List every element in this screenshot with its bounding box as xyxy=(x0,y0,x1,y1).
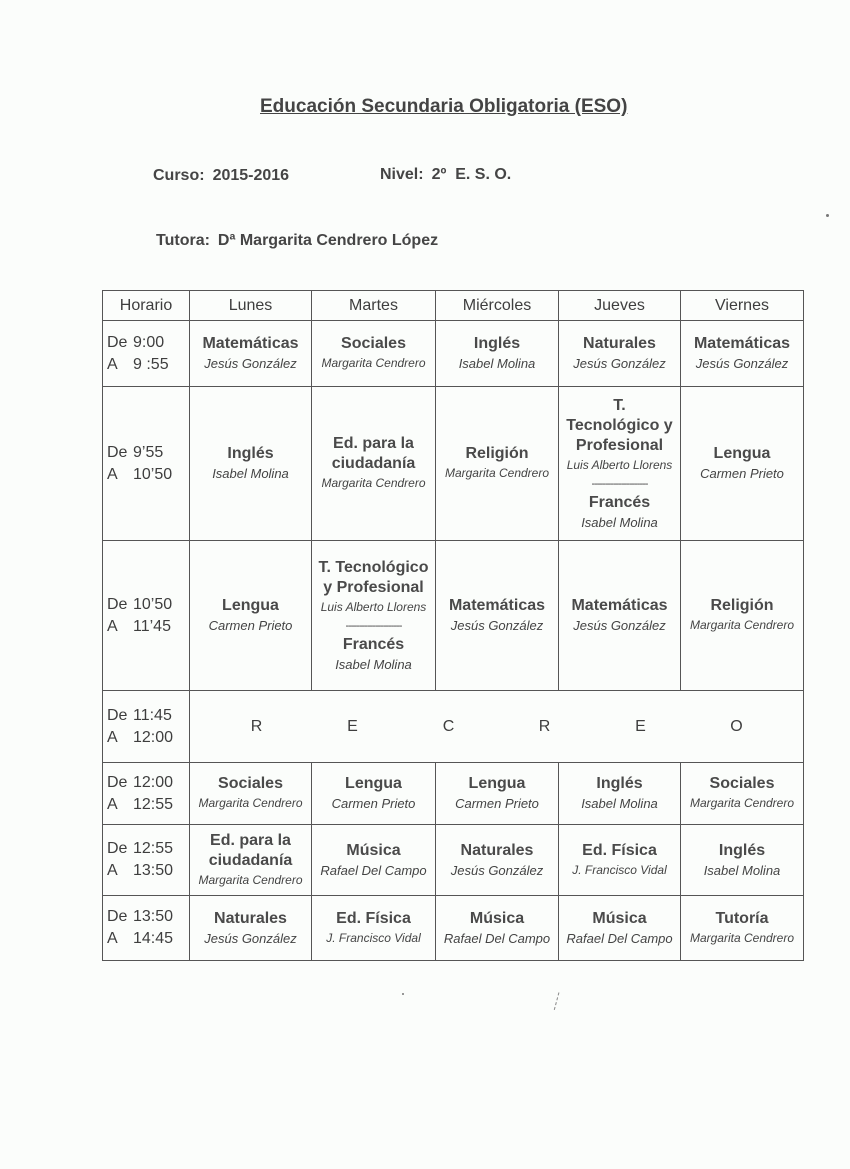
teacher: Jesús González xyxy=(204,930,297,946)
subject: Inglés xyxy=(473,335,521,352)
nivel-label: Nivel: xyxy=(380,166,424,183)
from-time: 13:50 xyxy=(133,908,174,925)
pen-mark xyxy=(554,992,565,1011)
timetable xyxy=(102,290,804,961)
subject: Matemáticas xyxy=(448,597,546,614)
class-cell xyxy=(559,541,681,691)
class-cell xyxy=(436,387,559,541)
teacher: Rafael Del Campo xyxy=(320,862,427,878)
teacher: Carmen Prieto xyxy=(455,796,539,811)
teacher: Carmen Prieto xyxy=(331,796,416,811)
class-cell xyxy=(312,321,436,387)
to-label: A xyxy=(107,862,118,879)
teacher: Jesús González xyxy=(450,618,544,633)
header-miercoles: Miércoles xyxy=(436,291,559,321)
subject: T. Tecnológico y Profesional xyxy=(566,396,673,454)
subject: Religión xyxy=(465,445,529,462)
subject: Matemáticas xyxy=(693,335,791,352)
tutora-label: Tutora: xyxy=(156,232,210,249)
class-cell xyxy=(436,541,559,691)
class-cell xyxy=(190,321,312,387)
teacher: Jesús González xyxy=(695,356,789,371)
teacher: Margarita Cendrero xyxy=(689,930,795,945)
from-time: 12:55 xyxy=(133,840,174,857)
subject: Naturales xyxy=(583,335,656,352)
to-time: 10’50 xyxy=(133,465,173,483)
time-slot xyxy=(103,763,190,825)
teacher: Margarita Cendrero xyxy=(321,356,426,370)
subject: Lengua xyxy=(468,775,526,792)
nivel-line xyxy=(380,166,511,184)
time-slot xyxy=(103,321,190,387)
to-time: 14:45 xyxy=(133,930,174,947)
tutora-value: Dª Margarita Cendrero López xyxy=(217,232,439,249)
scan-speck xyxy=(826,214,829,217)
scan-speck xyxy=(402,993,404,995)
class-cell xyxy=(436,825,559,896)
recreo-letter: O xyxy=(730,717,743,735)
subject: Sociales xyxy=(341,335,406,352)
subject: Ed. Física xyxy=(582,841,657,859)
class-cell xyxy=(559,321,681,387)
class-cell xyxy=(312,541,436,691)
teacher: Margarita Cendrero xyxy=(689,796,795,810)
subject: Ed. para la ciudadanía xyxy=(208,831,293,869)
to-time: 12:00 xyxy=(133,728,174,746)
teacher: J. Francisco Vidal xyxy=(326,930,421,945)
from-label: De xyxy=(107,840,128,857)
teacher: Jesús González xyxy=(573,356,666,371)
recreo-cell xyxy=(190,691,804,763)
from-label: De xyxy=(107,443,128,461)
curso-line xyxy=(153,167,289,185)
recreo-row xyxy=(103,691,804,763)
option-separator: --------------------- xyxy=(345,619,402,632)
teacher: Margarita Cendrero xyxy=(689,618,795,632)
time-slot xyxy=(103,825,190,896)
subject: Ed. para la ciudadanía xyxy=(331,435,416,472)
alt-teacher: Isabel Molina xyxy=(335,656,412,672)
curso-value: 2015-2016 xyxy=(212,167,290,184)
teacher: Jesús González xyxy=(450,862,544,878)
subject: Religión xyxy=(710,597,774,614)
teacher: Isabel Molina xyxy=(458,356,536,371)
from-label: De xyxy=(107,595,128,613)
header-horario: Horario xyxy=(103,291,190,321)
time-slot xyxy=(103,691,190,763)
from-label: De xyxy=(107,773,128,791)
teacher: J. Francisco Vidal xyxy=(572,862,667,877)
class-cell xyxy=(312,825,436,896)
class-cell xyxy=(681,896,804,961)
subject: Naturales xyxy=(214,909,287,927)
teacher: Isabel Molina xyxy=(581,796,658,811)
to-label: A xyxy=(107,728,118,746)
time-slot xyxy=(103,541,190,691)
from-label: De xyxy=(107,908,128,925)
from-time: 12:00 xyxy=(133,773,174,791)
header-row xyxy=(103,291,804,321)
header-lunes: Lunes xyxy=(190,291,312,321)
teacher: Rafael Del Campo xyxy=(443,930,551,946)
class-cell xyxy=(312,896,436,961)
teacher: Jesús González xyxy=(573,618,666,633)
subject: Matemáticas xyxy=(571,597,668,614)
class-cell xyxy=(190,763,312,825)
class-cell xyxy=(190,896,312,961)
to-label: A xyxy=(107,930,118,947)
subject: Música xyxy=(592,909,647,927)
class-cell xyxy=(681,825,804,896)
class-cell xyxy=(559,825,681,896)
subject: Matemáticas xyxy=(202,335,299,352)
option-separator: --------------------- xyxy=(591,477,648,490)
class-cell xyxy=(190,387,312,541)
class-cell xyxy=(190,541,312,691)
time-slot xyxy=(103,387,190,541)
teacher: Isabel Molina xyxy=(703,862,781,878)
subject: Sociales xyxy=(218,775,283,792)
from-time: 11:45 xyxy=(133,706,172,724)
class-cell xyxy=(559,387,681,541)
subject: Inglés xyxy=(718,841,766,859)
teacher: Margarita Cendrero xyxy=(444,466,550,480)
recreo-letter: E xyxy=(347,717,358,735)
from-time: 9:00 xyxy=(133,333,165,351)
subject: Sociales xyxy=(709,775,775,792)
from-label: De xyxy=(107,706,128,724)
teacher: Jesús González xyxy=(204,356,297,371)
teacher: Margarita Cendrero xyxy=(198,872,303,887)
teacher: Margarita Cendrero xyxy=(321,476,426,490)
to-time: 13:50 xyxy=(133,862,174,879)
teacher: Luis Alberto Llorens xyxy=(320,599,427,614)
subject: Ed. Física xyxy=(336,909,411,927)
teacher: Carmen Prieto xyxy=(700,466,784,481)
nivel-value: 2º E. S. O. xyxy=(431,166,512,183)
subject: Música xyxy=(469,909,525,927)
subject: Tutoría xyxy=(715,909,769,927)
subject: Lengua xyxy=(345,775,402,792)
to-label: A xyxy=(107,617,118,635)
subject: Inglés xyxy=(227,445,274,462)
alt-subject: Francés xyxy=(588,493,651,511)
class-cell xyxy=(312,763,436,825)
class-cell xyxy=(681,387,804,541)
from-label: De xyxy=(107,333,128,351)
to-label: A xyxy=(107,795,118,813)
class-cell xyxy=(312,387,436,541)
subject: Lengua xyxy=(222,597,279,614)
table-row xyxy=(103,825,804,896)
teacher: Isabel Molina xyxy=(212,466,289,481)
time-slot xyxy=(103,896,190,961)
table-row xyxy=(103,541,804,691)
teacher: Luis Alberto Llorens xyxy=(566,457,673,472)
recreo-letter: R xyxy=(250,717,263,735)
from-time: 10’50 xyxy=(133,595,173,613)
class-cell xyxy=(190,825,312,896)
class-cell xyxy=(436,763,559,825)
to-time: 11’45 xyxy=(133,617,171,635)
to-label: A xyxy=(107,355,118,373)
document-title: Educación Secundaria Obligatoria (ESO) xyxy=(260,96,628,117)
header-jueves: Jueves xyxy=(559,291,681,321)
to-time: 9 :55 xyxy=(133,355,169,373)
subject: Lengua xyxy=(713,445,771,462)
to-label: A xyxy=(107,465,118,483)
recreo-letter: R xyxy=(538,717,551,735)
recreo-letter: C xyxy=(442,717,455,735)
header-martes: Martes xyxy=(312,291,436,321)
class-cell xyxy=(681,321,804,387)
teacher: Rafael Del Campo xyxy=(566,930,673,946)
class-cell xyxy=(681,541,804,691)
class-cell xyxy=(559,896,681,961)
subject: Naturales xyxy=(460,841,534,859)
table-row xyxy=(103,896,804,961)
table-row xyxy=(103,763,804,825)
header-viernes: Viernes xyxy=(681,291,804,321)
class-cell xyxy=(559,763,681,825)
to-time: 12:55 xyxy=(133,795,174,813)
table-row xyxy=(103,387,804,541)
teacher: Margarita Cendrero xyxy=(198,796,303,810)
alt-teacher: Isabel Molina xyxy=(581,514,658,530)
class-cell xyxy=(436,321,559,387)
class-cell xyxy=(681,763,804,825)
teacher: Carmen Prieto xyxy=(208,618,293,633)
tutora-line xyxy=(156,232,438,250)
recreo-letter: E xyxy=(635,717,646,735)
curso-label: Curso: xyxy=(153,167,205,184)
subject: T. Tecnológico y Profesional xyxy=(318,558,429,596)
subject: Música xyxy=(346,841,401,859)
from-time: 9’55 xyxy=(133,443,164,461)
alt-subject: Francés xyxy=(342,635,405,653)
subject: Inglés xyxy=(596,775,643,792)
table-row xyxy=(103,321,804,387)
class-cell xyxy=(436,896,559,961)
